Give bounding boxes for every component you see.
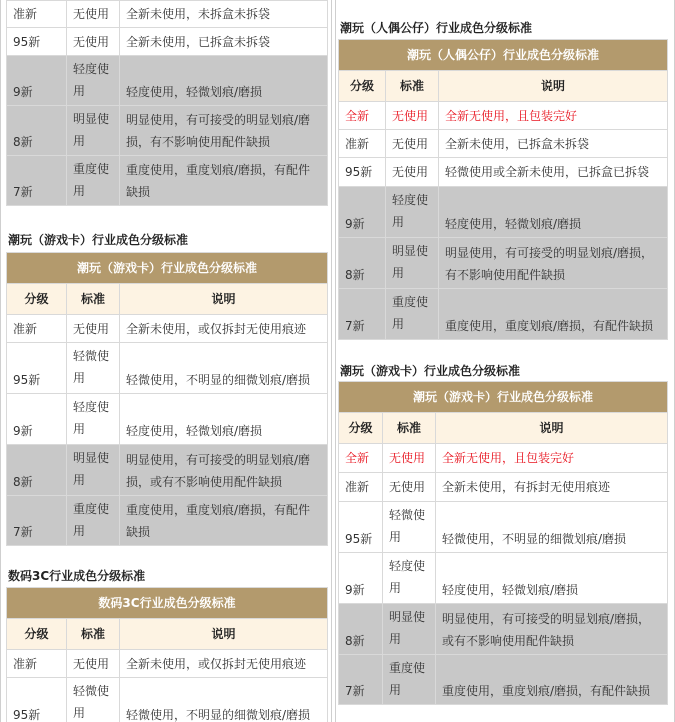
- table-row: [7, 1, 328, 28]
- description-cell: 全新无使用，且包装完好: [439, 102, 668, 130]
- table-row: [7, 156, 328, 206]
- table-row: [339, 553, 668, 604]
- grade-cell: 8新: [7, 106, 67, 156]
- table-row: [7, 56, 328, 106]
- description-cell: 轻度使用，轻微划痕/磨损: [120, 394, 328, 445]
- table-row: [339, 604, 668, 655]
- description-cell: 明显使用，有可接受的明显划痕/磨损，有不影响使用配件缺损: [120, 106, 328, 156]
- standard-cell: 明显使用: [386, 238, 439, 289]
- table-title: 潮玩（游戏卡）行业成色分级标准: [7, 253, 328, 284]
- table-title-row: [339, 382, 668, 413]
- standard-cell: 无使用: [67, 650, 120, 678]
- table-header-row: [7, 619, 328, 650]
- header-standard: 标准: [67, 619, 120, 650]
- toy-cards-grading-table: [6, 252, 328, 546]
- header-description: 说明: [120, 284, 328, 315]
- description-cell: 重度使用，重度划痕/磨损，有配件缺损: [436, 655, 668, 705]
- table-row: [339, 502, 668, 553]
- standard-cell: 重度使用: [386, 289, 439, 340]
- standard-cell: 重度使用: [67, 156, 120, 206]
- table-row: [339, 655, 668, 705]
- grade-cell: 全新: [339, 444, 383, 473]
- description-cell: 全新无使用，且包装完好: [436, 444, 668, 473]
- header-grade: 分级: [339, 71, 386, 102]
- grade-cell: 准新: [339, 130, 386, 158]
- header-grade: 分级: [7, 619, 67, 650]
- table-row: [339, 238, 668, 289]
- grade-cell: 7新: [7, 156, 67, 206]
- table-row: [339, 473, 668, 502]
- description-cell: 轻微使用，不明显的细微划痕/磨损: [120, 678, 328, 722]
- grade-cell: 准新: [7, 650, 67, 678]
- table-row: [7, 496, 328, 546]
- description-cell: 轻度使用，轻微划痕/磨损: [436, 553, 668, 604]
- digital-3c-grading-table: [6, 587, 328, 722]
- grade-cell: 95新: [7, 28, 67, 56]
- header-description: 说明: [120, 619, 328, 650]
- table-row: [339, 130, 668, 158]
- section-title-toy-cards: 潮玩（游戏卡）行业成色分级标准: [340, 364, 521, 378]
- standard-cell: 轻度使用: [383, 553, 436, 604]
- table-header-row: [339, 71, 668, 102]
- grade-cell: 8新: [339, 238, 386, 289]
- grade-cell: 9新: [339, 553, 383, 604]
- table-row: [7, 650, 328, 678]
- standard-cell: 无使用: [383, 473, 436, 502]
- grade-cell: 7新: [7, 496, 67, 546]
- grading-table-continued: [6, 0, 328, 206]
- section-title-toy-cards: 潮玩（游戏卡）行业成色分级标准: [8, 233, 189, 247]
- table-header-row: [7, 284, 328, 315]
- table-row: [7, 28, 328, 56]
- description-cell: 轻微使用，不明显的细微划痕/磨损: [436, 502, 668, 553]
- grade-cell: 7新: [339, 655, 383, 705]
- header-grade: 分级: [339, 413, 383, 444]
- table-row: [7, 343, 328, 394]
- description-cell: 轻微使用或全新未使用，已拆盒已拆袋: [439, 158, 668, 187]
- table-title-row: [7, 253, 328, 284]
- table-title-row: [7, 588, 328, 619]
- description-cell: 全新未使用，未拆盒未拆袋: [120, 1, 328, 28]
- grade-cell: 准新: [339, 473, 383, 502]
- table-row: [339, 158, 668, 187]
- table-row: [339, 187, 668, 238]
- right-column: [335, 0, 675, 722]
- toy-cards-grading-table-right: [338, 381, 668, 705]
- description-cell: 全新未使用，有拆封无使用痕迹: [436, 473, 668, 502]
- grade-cell: 95新: [339, 502, 383, 553]
- table-title-row: [339, 40, 668, 71]
- grade-cell: 95新: [7, 343, 67, 394]
- description-cell: 重度使用，重度划痕/磨损，有配件缺损: [120, 496, 328, 546]
- grade-cell: 全新: [339, 102, 386, 130]
- description-cell: 明显使用，有可接受的明显划痕/磨损，有不影响使用配件缺损: [439, 238, 668, 289]
- header-description: 说明: [436, 413, 668, 444]
- grade-cell: 95新: [7, 678, 67, 722]
- description-cell: 重度使用，重度划痕/磨损，有配件缺损: [439, 289, 668, 340]
- description-cell: 全新未使用，已拆盒未拆袋: [439, 130, 668, 158]
- standard-cell: 轻度使用: [67, 56, 120, 106]
- standard-cell: 明显使用: [67, 106, 120, 156]
- table-title: 潮玩（游戏卡）行业成色分级标准: [339, 382, 668, 413]
- table-row: [339, 289, 668, 340]
- description-cell: 全新未使用，已拆盒未拆袋: [120, 28, 328, 56]
- table-row: [7, 394, 328, 445]
- standard-cell: 无使用: [386, 130, 439, 158]
- header-grade: 分级: [7, 284, 67, 315]
- table-row: [339, 444, 668, 473]
- standard-cell: 无使用: [383, 444, 436, 473]
- standard-cell: 无使用: [67, 28, 120, 56]
- table-row: [7, 678, 328, 722]
- table-row: [7, 315, 328, 343]
- description-cell: 轻微使用，不明显的细微划痕/磨损: [120, 343, 328, 394]
- grade-cell: 8新: [7, 445, 67, 496]
- standard-cell: 轻微使用: [67, 343, 120, 394]
- standard-cell: 轻微使用: [67, 678, 120, 722]
- description-cell: 明显使用，有可接受的明显划痕/磨损，或有不影响使用配件缺损: [436, 604, 668, 655]
- standard-cell: 无使用: [386, 158, 439, 187]
- grade-cell: 9新: [7, 394, 67, 445]
- header-description: 说明: [439, 71, 668, 102]
- standard-cell: 无使用: [67, 315, 120, 343]
- header-standard: 标准: [386, 71, 439, 102]
- table-row: [7, 106, 328, 156]
- table-row: [339, 102, 668, 130]
- grade-cell: 95新: [339, 158, 386, 187]
- header-standard: 标准: [383, 413, 436, 444]
- standard-cell: 重度使用: [67, 496, 120, 546]
- standard-cell: 轻度使用: [67, 394, 120, 445]
- grade-cell: 准新: [7, 1, 67, 28]
- standard-cell: 无使用: [386, 102, 439, 130]
- standard-cell: 明显使用: [383, 604, 436, 655]
- standard-cell: 重度使用: [383, 655, 436, 705]
- description-cell: 全新未使用，或仅拆封无使用痕迹: [120, 315, 328, 343]
- left-column: [0, 0, 332, 722]
- section-title-figures: 潮玩（人偶公仔）行业成色分级标准: [340, 21, 533, 35]
- standard-cell: 轻微使用: [383, 502, 436, 553]
- table-title: 数码3C行业成色分级标准: [7, 588, 328, 619]
- table-title: 潮玩（人偶公仔）行业成色分级标准: [339, 40, 668, 71]
- standard-cell: 明显使用: [67, 445, 120, 496]
- description-cell: 全新未使用，或仅拆封无使用痕迹: [120, 650, 328, 678]
- table-row: [7, 445, 328, 496]
- grade-cell: 准新: [7, 315, 67, 343]
- description-cell: 重度使用，重度划痕/磨损，有配件缺损: [120, 156, 328, 206]
- grade-cell: 9新: [7, 56, 67, 106]
- description-cell: 轻度使用，轻微划痕/磨损: [120, 56, 328, 106]
- figures-grading-table: [338, 39, 668, 340]
- standard-cell: 轻度使用: [386, 187, 439, 238]
- table-header-row: [339, 413, 668, 444]
- header-standard: 标准: [67, 284, 120, 315]
- section-title-digital-3c: 数码3C行业成色分级标准: [8, 569, 146, 583]
- description-cell: 明显使用，有可接受的明显划痕/磨损，或有不影响使用配件缺损: [120, 445, 328, 496]
- grade-cell: 9新: [339, 187, 386, 238]
- grade-cell: 8新: [339, 604, 383, 655]
- grade-cell: 7新: [339, 289, 386, 340]
- standard-cell: 无使用: [67, 1, 120, 28]
- description-cell: 轻度使用，轻微划痕/磨损: [439, 187, 668, 238]
